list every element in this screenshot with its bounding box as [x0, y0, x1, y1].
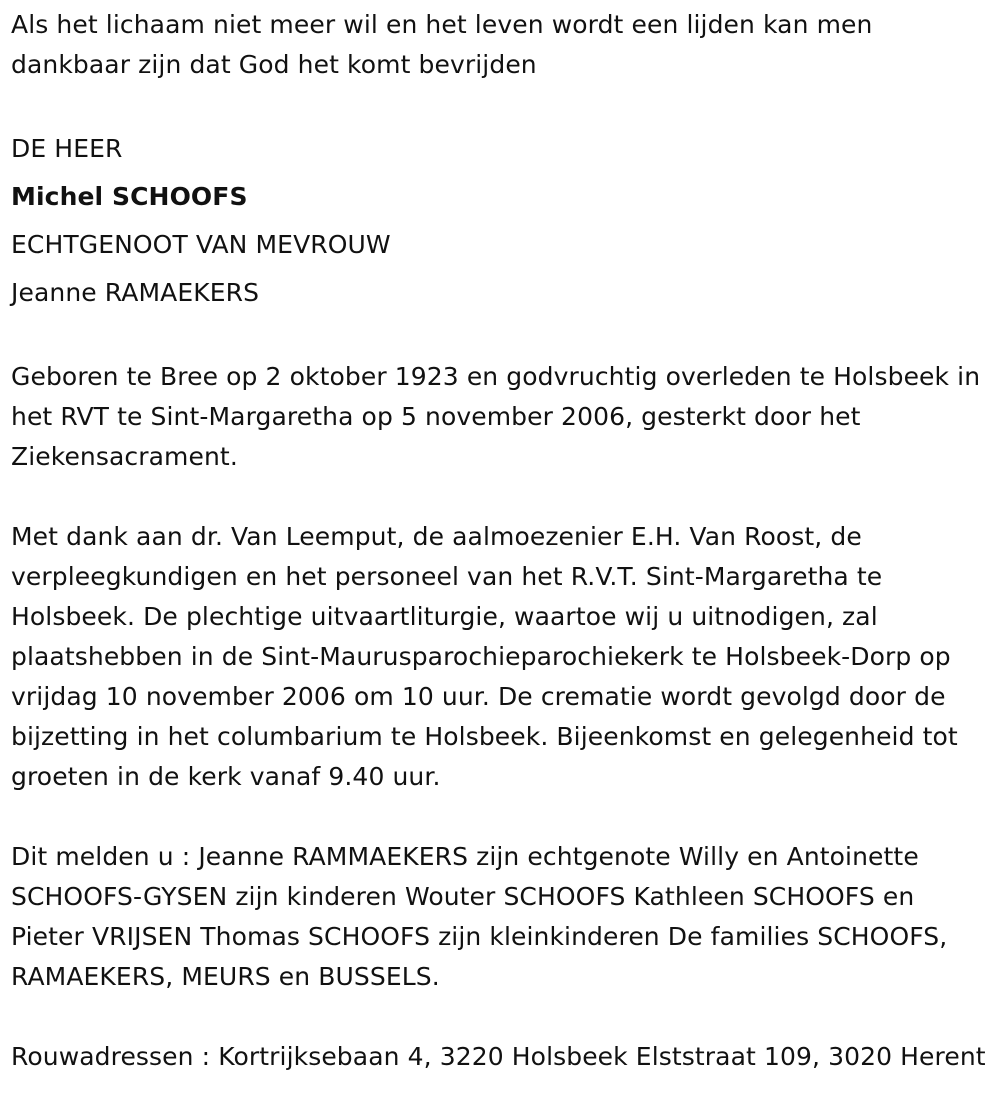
deceased-name: Michel SCHOOFS	[11, 182, 248, 211]
spacer	[11, 317, 986, 357]
spacer	[11, 997, 986, 1037]
birth-death-paragraph: Geboren te Bree op 2 oktober 1923 en godvruchtig overleden te Holsbeek in het RVT te Sint-Margaretha op 5 november 2006, gesterkt door het Ziekensacrament.	[11, 362, 981, 471]
spacer	[11, 85, 986, 125]
family-paragraph: Dit melden u : Jeanne RAMMAEKERS zijn echtgenote Willy en Antoinette SCHOOFS-GYSEN zijn kinderen Wouter SCHOOFS Kathleen SCHOOFS en Pieter VRIJSEN Thomas SCHOOFS zijn kleinkinderen De families SCHOOFS, RAMAEKERS, MEURS en BUSSELS.	[11, 842, 948, 991]
honorific: DE HEER	[11, 134, 123, 163]
death-notice	[11, 5, 986, 1077]
spacer	[11, 797, 986, 837]
motto-paragraph: Als het lichaam niet meer wil en het leven wordt een lijden kan men dankbaar zijn dat God het komt bevrijden	[11, 10, 873, 79]
spouse-title: ECHTGENOOT VAN MEVROUW	[11, 230, 391, 259]
spacer	[11, 477, 986, 517]
spouse-name: Jeanne RAMAEKERS	[11, 278, 260, 307]
addresses-paragraph: Rouwadressen : Kortrijksebaan 4, 3220 Holsbeek Elststraat 109, 3020 Herent	[11, 1042, 986, 1071]
thanks-funeral-paragraph: Met dank aan dr. Van Leemput, de aalmoezenier E.H. Van Roost, de verpleegkundigen en het personeel van het R.V.T. Sint-Margaretha te Holsbeek. De plechtige uitvaartliturgie, waartoe wij u uitnodigen, zal plaatshebben in de Sint-Maurusparochieparochiekerk te Holsbeek-Dorp op vrijdag 10 november 2006 om 10 uur. De crematie wordt gevolgd door de bijzetting in het columbarium te Holsbeek. Bijeenkomst en gelegenheid tot groeten in de kerk vanaf 9.40 uur.	[11, 522, 958, 791]
